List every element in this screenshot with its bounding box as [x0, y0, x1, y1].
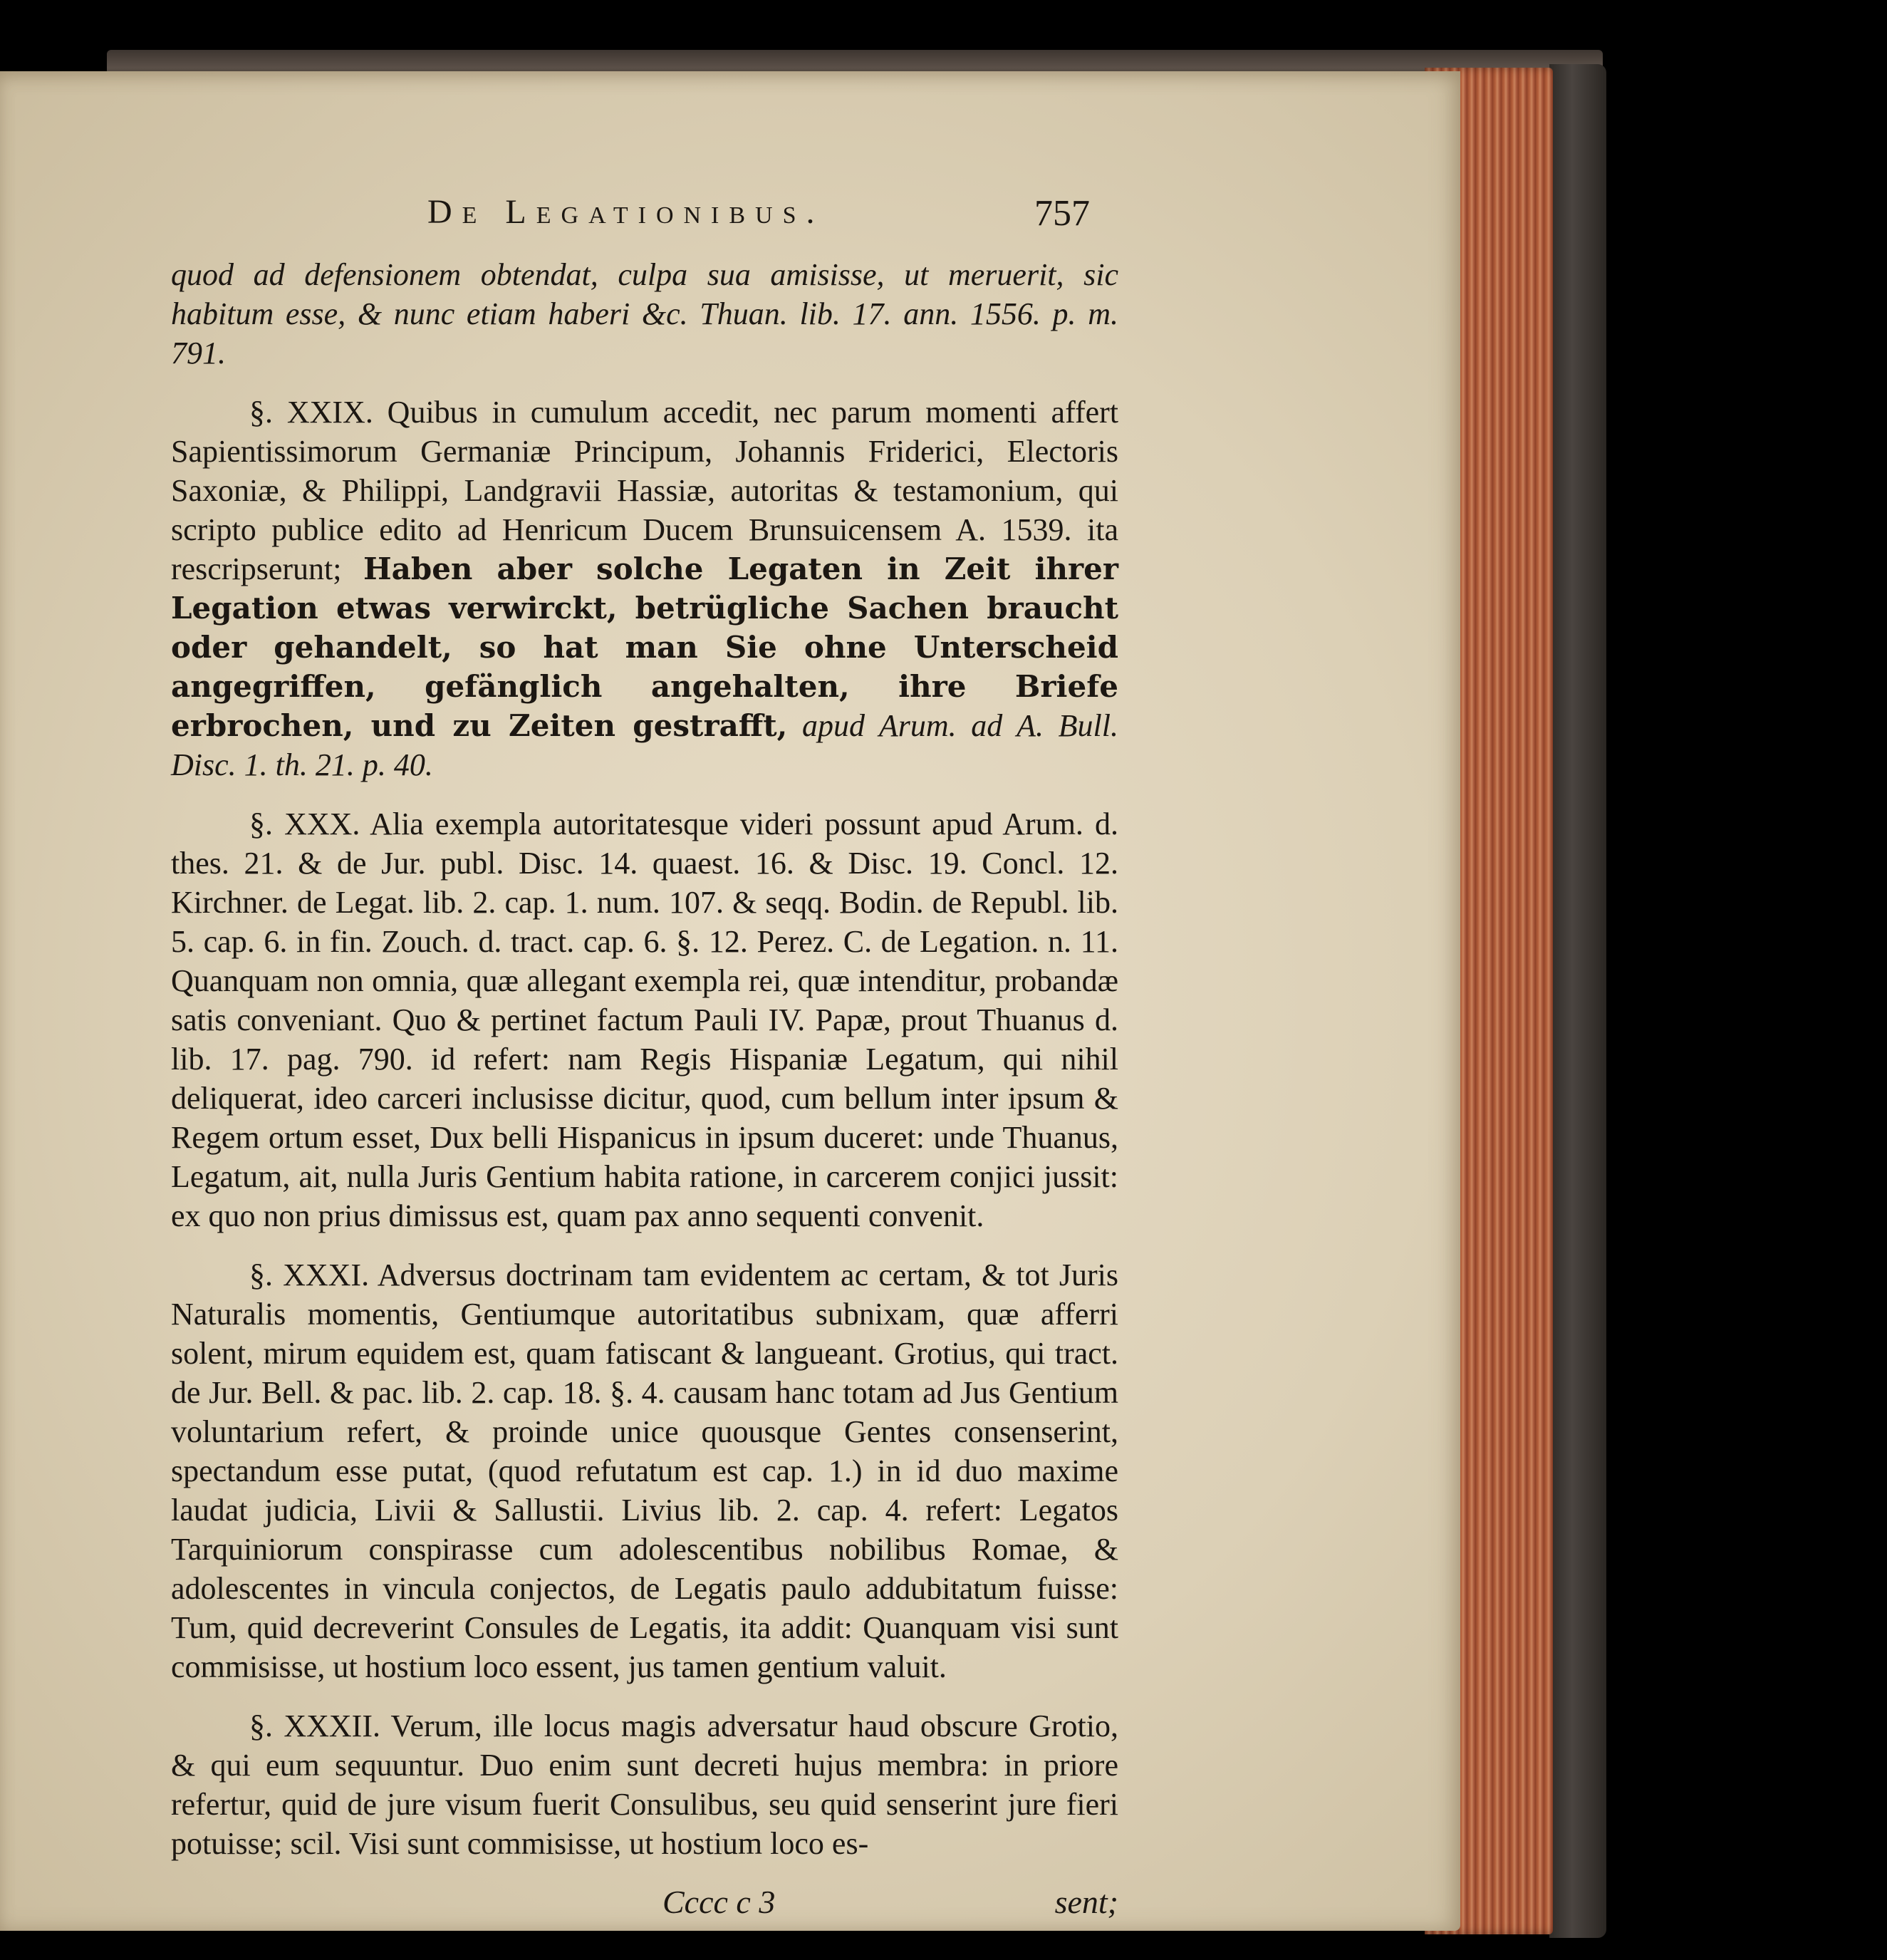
paragraph-text-german: Haben aber solche Legaten in Zeit ihrer Legation etwas verwirckt, betrügliche Sachen braucht oder gehandelt, so hat man Sie ohne Unterscheid angegriffen, gefänglich angehalten, ihre Briefe erbrochen, und zu Zeiten gestrafft,: [171, 551, 1119, 743]
paragraph-reference: apud Arum. ad A. Bull. Disc. 1. th. 21. p. 40.: [171, 708, 1119, 782]
running-head: De Legationibus.: [427, 193, 825, 231]
text-block: [171, 192, 1118, 1926]
paragraph-text-latin: Quibus in cumulum accedit, nec parum momenti affert Sapientissimorum Germaniæ Principum, Johannis Friderici, Electoris Saxoniæ, & Philippi, Landgravii Hassiæ, autoritas & testamonium, qui scripto publice edito ad Henricum Ducem Brunsuicensem A. 1539. ita rescripserunt;: [171, 395, 1118, 586]
section-mark: §. XXX.: [249, 807, 360, 841]
paragraph-text: Adversus doctrinam tam evidentem ac certam, & tot Juris Naturalis momentis, Gentiumque autoritatibus subnixam, quæ afferri solent, mirum equidem est, quam fatiscant & langueant. Grotius, qui tract. de Jur. Bell. & pac. lib. 2. cap. 18. §. 4. causam hanc totam ad Jus Gentium voluntarium refert, & proinde unice quousque Gentes consenserint, spectandum esse putat, (quod refutatum est cap. 1.) in id duo maxime laudat judicia, Livii & Sallustii. Livius lib. 2. cap. 4. refert: Legatos Tarquiniorum conspirasse cum adolescentibus nobilibus Romae, & adolescentes in vincula conjectos, de Legatis paulo addubitatum fuisse: Tum, quid decreverint Consules de Legatis, ita addit: Quanquam visi sunt commisisse, ut hostium loco essent, jus tamen gentium valuit.: [171, 1258, 1119, 1684]
paragraph-continuation: quod ad defensionem obtendat, culpa sua amisisse, ut meruerit, sic habitum esse, & nunc etiam haberi &c. Thuan. lib. 17. ann. 1556. p. m. 791.: [171, 257, 1118, 370]
book-cover-spine-edge: [1549, 64, 1606, 1938]
page-number: 757: [1034, 193, 1090, 234]
paragraph-text: Alia exempla autoritatesque videri possunt apud Arum. d. thes. 21. & de Jur. publ. Disc. 14. quaest. 16. & Disc. 19. Concl. 12. Kirchner. de Legat. lib. 2. cap. 1. num. 107. & seqq. Bodin. de Republ. lib. 5. cap. 6. in fin. Zouch. d. tract. cap. 6. §. 12. Perez. C. de Legation. n. 11. Quanquam non omnia, quæ allegant exempla rei, quæ intenditur, probandæ satis conveniant. Quo & pertinet factum Pauli IV. Papæ, prout Thuanus d. lib. 17. pag. 790. id refert: nam Regis Hispaniæ Legatum, qui nihil deliquerat, ideo carceri inclusisse dicitur, quod, cum bellum inter ipsum & Regem ortum esset, Dux belli Hispanicus in ipsum duceret: unde Thuanus, Legatum, ait, nulla Juris Gentium habita ratione, in carcerem conjici jussit: ex quo non prius dimissus est, quam pax anno sequenti convenit.: [171, 807, 1119, 1233]
paragraph-text: Verum, ille locus magis adversatur haud obscure Grotio, & qui eum sequuntur. Duo enim sunt decreti hujus membra: in priore refertur, quid de jure visum fuerit Consulibus, seu quid senserint jure fieri potuisse; scil. Visi sunt commisisse, ut hostium loco es-: [171, 1708, 1118, 1861]
paragraph-section-30: [171, 804, 1118, 1235]
section-mark: §. XXXI.: [249, 1258, 370, 1292]
catchword: sent;: [1054, 1884, 1118, 1920]
page-footer: [171, 1883, 1118, 1926]
paragraph-section-29: [171, 393, 1118, 784]
page-header: [171, 192, 1118, 242]
section-mark: §. XXIX.: [249, 395, 373, 430]
paragraph-section-32: [171, 1706, 1118, 1863]
paragraph-section-31: [171, 1255, 1118, 1686]
signature-mark: Cccc c 3: [662, 1884, 776, 1920]
section-mark: §. XXXII.: [249, 1708, 380, 1743]
